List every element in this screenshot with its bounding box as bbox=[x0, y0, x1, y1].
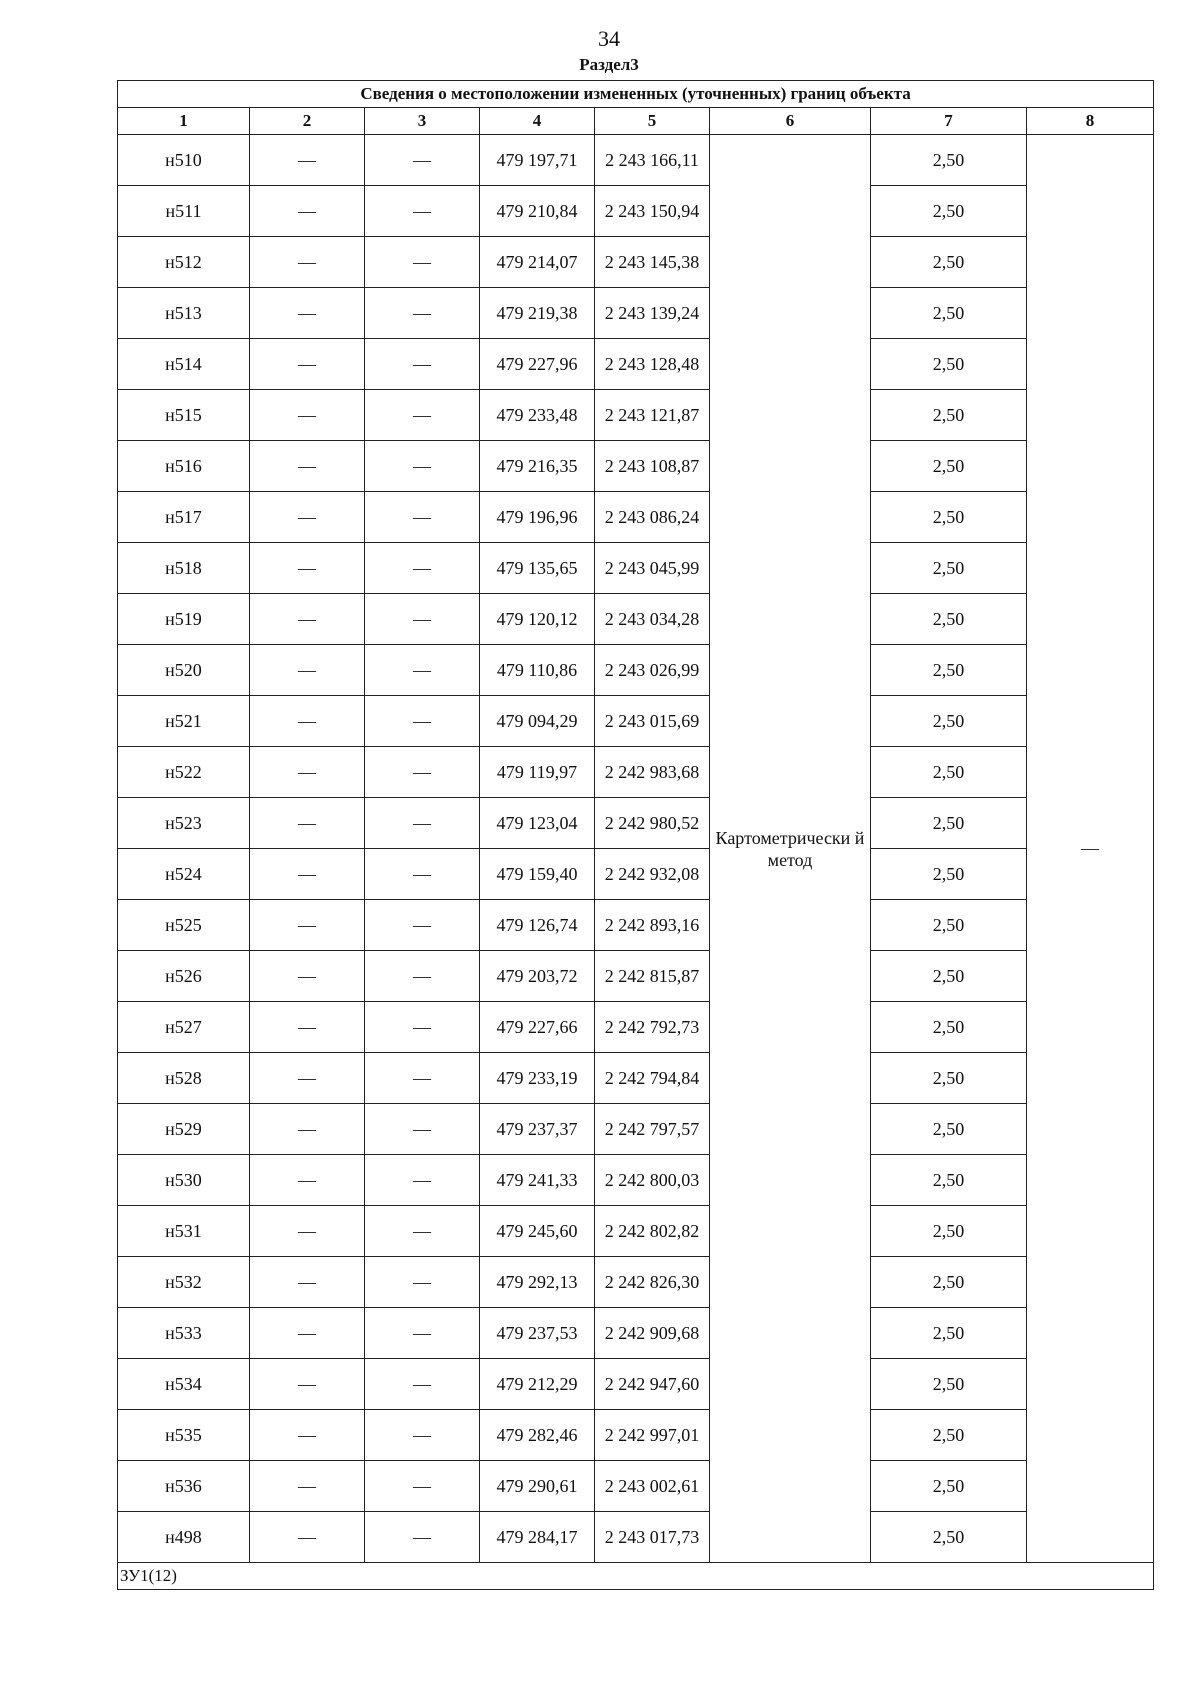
point-number: н514 bbox=[118, 339, 250, 390]
table-row bbox=[118, 1002, 1154, 1053]
accuracy-value: 2,50 bbox=[871, 288, 1027, 339]
x-coordinate: 479 216,35 bbox=[480, 441, 595, 492]
x-coordinate: 479 241,33 bbox=[480, 1155, 595, 1206]
column-3-value: — bbox=[365, 1104, 480, 1155]
table-row bbox=[118, 339, 1154, 390]
accuracy-value: 2,50 bbox=[871, 594, 1027, 645]
x-coordinate: 479 237,53 bbox=[480, 1308, 595, 1359]
accuracy-value: 2,50 bbox=[871, 1053, 1027, 1104]
y-coordinate: 2 243 045,99 bbox=[595, 543, 710, 594]
column-3-value: — bbox=[365, 543, 480, 594]
column-number: 6 bbox=[710, 108, 871, 135]
column-8-value: — bbox=[1027, 135, 1154, 1563]
table-row bbox=[118, 1461, 1154, 1512]
column-3-value: — bbox=[365, 1461, 480, 1512]
column-3-value: — bbox=[365, 1257, 480, 1308]
x-coordinate: 479 126,74 bbox=[480, 900, 595, 951]
y-coordinate: 2 242 893,16 bbox=[595, 900, 710, 951]
boundary-coordinates-table bbox=[117, 80, 1154, 1590]
column-2-value: — bbox=[250, 696, 365, 747]
table-row bbox=[118, 798, 1154, 849]
table-row bbox=[118, 900, 1154, 951]
column-2-value: — bbox=[250, 339, 365, 390]
y-coordinate: 2 243 128,48 bbox=[595, 339, 710, 390]
point-number: н525 bbox=[118, 900, 250, 951]
point-number: н533 bbox=[118, 1308, 250, 1359]
column-2-value: — bbox=[250, 951, 365, 1002]
point-number: н535 bbox=[118, 1410, 250, 1461]
column-2-value: — bbox=[250, 492, 365, 543]
point-number: н512 bbox=[118, 237, 250, 288]
column-number: 8 bbox=[1027, 108, 1154, 135]
accuracy-value: 2,50 bbox=[871, 492, 1027, 543]
column-number: 2 bbox=[250, 108, 365, 135]
column-3-value: — bbox=[365, 849, 480, 900]
table-row bbox=[118, 186, 1154, 237]
accuracy-value: 2,50 bbox=[871, 1410, 1027, 1461]
x-coordinate: 479 227,96 bbox=[480, 339, 595, 390]
point-number: н527 bbox=[118, 1002, 250, 1053]
column-3-value: — bbox=[365, 492, 480, 543]
accuracy-value: 2,50 bbox=[871, 900, 1027, 951]
y-coordinate: 2 243 086,24 bbox=[595, 492, 710, 543]
x-coordinate: 479 196,96 bbox=[480, 492, 595, 543]
column-3-value: — bbox=[365, 798, 480, 849]
column-3-value: — bbox=[365, 1359, 480, 1410]
x-coordinate: 479 237,37 bbox=[480, 1104, 595, 1155]
y-coordinate: 2 242 909,68 bbox=[595, 1308, 710, 1359]
point-number: н526 bbox=[118, 951, 250, 1002]
column-2-value: — bbox=[250, 1410, 365, 1461]
column-3-value: — bbox=[365, 1512, 480, 1563]
y-coordinate: 2 243 034,28 bbox=[595, 594, 710, 645]
accuracy-value: 2,50 bbox=[871, 441, 1027, 492]
x-coordinate: 479 203,72 bbox=[480, 951, 595, 1002]
point-number: н522 bbox=[118, 747, 250, 798]
column-2-value: — bbox=[250, 1461, 365, 1512]
x-coordinate: 479 123,04 bbox=[480, 798, 595, 849]
x-coordinate: 479 219,38 bbox=[480, 288, 595, 339]
x-coordinate: 479 110,86 bbox=[480, 645, 595, 696]
column-number-row bbox=[118, 108, 1154, 135]
table-caption: Сведения о местоположении измененных (уточненных) границ объекта bbox=[118, 81, 1154, 108]
point-number: н511 bbox=[118, 186, 250, 237]
parcel-label: ЗУ1(12) bbox=[118, 1563, 1154, 1590]
x-coordinate: 479 233,48 bbox=[480, 390, 595, 441]
column-3-value: — bbox=[365, 135, 480, 186]
y-coordinate: 2 242 797,57 bbox=[595, 1104, 710, 1155]
x-coordinate: 479 120,12 bbox=[480, 594, 595, 645]
column-3-value: — bbox=[365, 645, 480, 696]
point-number: н520 bbox=[118, 645, 250, 696]
x-coordinate: 479 290,61 bbox=[480, 1461, 595, 1512]
point-number: н536 bbox=[118, 1461, 250, 1512]
x-coordinate: 479 214,07 bbox=[480, 237, 595, 288]
column-3-value: — bbox=[365, 1206, 480, 1257]
column-number: 3 bbox=[365, 108, 480, 135]
x-coordinate: 479 245,60 bbox=[480, 1206, 595, 1257]
x-coordinate: 479 119,97 bbox=[480, 747, 595, 798]
accuracy-value: 2,50 bbox=[871, 798, 1027, 849]
column-2-value: — bbox=[250, 186, 365, 237]
table-row bbox=[118, 1053, 1154, 1104]
point-number: н510 bbox=[118, 135, 250, 186]
y-coordinate: 2 242 800,03 bbox=[595, 1155, 710, 1206]
accuracy-value: 2,50 bbox=[871, 849, 1027, 900]
point-number: н530 bbox=[118, 1155, 250, 1206]
section-title: Раздел3 bbox=[579, 55, 639, 74]
table-row bbox=[118, 1512, 1154, 1563]
table-row bbox=[118, 135, 1154, 186]
table-row bbox=[118, 1257, 1154, 1308]
column-3-value: — bbox=[365, 186, 480, 237]
accuracy-value: 2,50 bbox=[871, 186, 1027, 237]
accuracy-value: 2,50 bbox=[871, 1206, 1027, 1257]
table-row bbox=[118, 492, 1154, 543]
table-row bbox=[118, 1308, 1154, 1359]
y-coordinate: 2 242 792,73 bbox=[595, 1002, 710, 1053]
column-3-value: — bbox=[365, 594, 480, 645]
table-row bbox=[118, 1206, 1154, 1257]
column-2-value: — bbox=[250, 390, 365, 441]
column-2-value: — bbox=[250, 1104, 365, 1155]
x-coordinate: 479 282,46 bbox=[480, 1410, 595, 1461]
table-row bbox=[118, 543, 1154, 594]
page-number: 34 bbox=[598, 26, 620, 51]
column-3-value: — bbox=[365, 339, 480, 390]
column-2-value: — bbox=[250, 543, 365, 594]
column-3-value: — bbox=[365, 390, 480, 441]
table-row bbox=[118, 849, 1154, 900]
point-number: н532 bbox=[118, 1257, 250, 1308]
column-3-value: — bbox=[365, 1410, 480, 1461]
column-2-value: — bbox=[250, 645, 365, 696]
table-row bbox=[118, 747, 1154, 798]
point-number: н524 bbox=[118, 849, 250, 900]
table-row bbox=[118, 1410, 1154, 1461]
point-number: н515 bbox=[118, 390, 250, 441]
accuracy-value: 2,50 bbox=[871, 1002, 1027, 1053]
accuracy-value: 2,50 bbox=[871, 135, 1027, 186]
column-3-value: — bbox=[365, 288, 480, 339]
table-row bbox=[118, 1104, 1154, 1155]
point-number: н519 bbox=[118, 594, 250, 645]
y-coordinate: 2 243 139,24 bbox=[595, 288, 710, 339]
accuracy-value: 2,50 bbox=[871, 747, 1027, 798]
table-row bbox=[118, 237, 1154, 288]
x-coordinate: 479 227,66 bbox=[480, 1002, 595, 1053]
x-coordinate: 479 233,19 bbox=[480, 1053, 595, 1104]
y-coordinate: 2 243 145,38 bbox=[595, 237, 710, 288]
point-number: н518 bbox=[118, 543, 250, 594]
column-3-value: — bbox=[365, 1053, 480, 1104]
column-number: 1 bbox=[118, 108, 250, 135]
column-2-value: — bbox=[250, 237, 365, 288]
point-number: н531 bbox=[118, 1206, 250, 1257]
x-coordinate: 479 197,71 bbox=[480, 135, 595, 186]
y-coordinate: 2 242 932,08 bbox=[595, 849, 710, 900]
accuracy-value: 2,50 bbox=[871, 1461, 1027, 1512]
accuracy-value: 2,50 bbox=[871, 645, 1027, 696]
column-2-value: — bbox=[250, 1206, 365, 1257]
point-number: н498 bbox=[118, 1512, 250, 1563]
column-3-value: — bbox=[365, 747, 480, 798]
accuracy-value: 2,50 bbox=[871, 696, 1027, 747]
y-coordinate: 2 242 980,52 bbox=[595, 798, 710, 849]
accuracy-value: 2,50 bbox=[871, 951, 1027, 1002]
y-coordinate: 2 243 121,87 bbox=[595, 390, 710, 441]
table-row bbox=[118, 951, 1154, 1002]
table-row bbox=[118, 645, 1154, 696]
accuracy-value: 2,50 bbox=[871, 1359, 1027, 1410]
x-coordinate: 479 135,65 bbox=[480, 543, 595, 594]
column-2-value: — bbox=[250, 849, 365, 900]
column-2-value: — bbox=[250, 1308, 365, 1359]
column-2-value: — bbox=[250, 594, 365, 645]
table-caption-row bbox=[118, 81, 1154, 108]
column-3-value: — bbox=[365, 1155, 480, 1206]
column-3-value: — bbox=[365, 951, 480, 1002]
y-coordinate: 2 242 815,87 bbox=[595, 951, 710, 1002]
accuracy-value: 2,50 bbox=[871, 543, 1027, 594]
accuracy-value: 2,50 bbox=[871, 339, 1027, 390]
x-coordinate: 479 159,40 bbox=[480, 849, 595, 900]
point-number: н529 bbox=[118, 1104, 250, 1155]
y-coordinate: 2 243 150,94 bbox=[595, 186, 710, 237]
column-3-value: — bbox=[365, 900, 480, 951]
accuracy-value: 2,50 bbox=[871, 1257, 1027, 1308]
column-2-value: — bbox=[250, 900, 365, 951]
y-coordinate: 2 243 026,99 bbox=[595, 645, 710, 696]
column-2-value: — bbox=[250, 1512, 365, 1563]
column-number: 5 bbox=[595, 108, 710, 135]
column-2-value: — bbox=[250, 798, 365, 849]
accuracy-value: 2,50 bbox=[871, 1512, 1027, 1563]
point-number: н517 bbox=[118, 492, 250, 543]
y-coordinate: 2 243 015,69 bbox=[595, 696, 710, 747]
point-number: н523 bbox=[118, 798, 250, 849]
x-coordinate: 479 284,17 bbox=[480, 1512, 595, 1563]
table-row bbox=[118, 390, 1154, 441]
x-coordinate: 479 210,84 bbox=[480, 186, 595, 237]
y-coordinate: 2 242 802,82 bbox=[595, 1206, 710, 1257]
x-coordinate: 479 212,29 bbox=[480, 1359, 595, 1410]
table-row bbox=[118, 594, 1154, 645]
column-3-value: — bbox=[365, 237, 480, 288]
y-coordinate: 2 243 002,61 bbox=[595, 1461, 710, 1512]
y-coordinate: 2 242 983,68 bbox=[595, 747, 710, 798]
y-coordinate: 2 242 947,60 bbox=[595, 1359, 710, 1410]
column-2-value: — bbox=[250, 135, 365, 186]
column-3-value: — bbox=[365, 1002, 480, 1053]
accuracy-value: 2,50 bbox=[871, 237, 1027, 288]
column-number: 4 bbox=[480, 108, 595, 135]
point-number: н528 bbox=[118, 1053, 250, 1104]
method-cell: Картометрически й метод bbox=[710, 135, 871, 1563]
y-coordinate: 2 242 794,84 bbox=[595, 1053, 710, 1104]
y-coordinate: 2 243 166,11 bbox=[595, 135, 710, 186]
table-row bbox=[118, 1155, 1154, 1206]
x-coordinate: 479 292,13 bbox=[480, 1257, 595, 1308]
accuracy-value: 2,50 bbox=[871, 1155, 1027, 1206]
y-coordinate: 2 243 017,73 bbox=[595, 1512, 710, 1563]
y-coordinate: 2 242 826,30 bbox=[595, 1257, 710, 1308]
column-2-value: — bbox=[250, 441, 365, 492]
y-coordinate: 2 242 997,01 bbox=[595, 1410, 710, 1461]
column-2-value: — bbox=[250, 1257, 365, 1308]
column-2-value: — bbox=[250, 1359, 365, 1410]
column-2-value: — bbox=[250, 1155, 365, 1206]
point-number: н513 bbox=[118, 288, 250, 339]
table-row bbox=[118, 441, 1154, 492]
column-3-value: — bbox=[365, 441, 480, 492]
column-number: 7 bbox=[871, 108, 1027, 135]
x-coordinate: 479 094,29 bbox=[480, 696, 595, 747]
column-3-value: — bbox=[365, 696, 480, 747]
table-row bbox=[118, 696, 1154, 747]
y-coordinate: 2 243 108,87 bbox=[595, 441, 710, 492]
table-row bbox=[118, 1359, 1154, 1410]
table-footer-row bbox=[118, 1563, 1154, 1590]
column-2-value: — bbox=[250, 288, 365, 339]
column-2-value: — bbox=[250, 1053, 365, 1104]
accuracy-value: 2,50 bbox=[871, 1104, 1027, 1155]
column-3-value: — bbox=[365, 1308, 480, 1359]
table-row bbox=[118, 288, 1154, 339]
accuracy-value: 2,50 bbox=[871, 390, 1027, 441]
point-number: н521 bbox=[118, 696, 250, 747]
point-number: н516 bbox=[118, 441, 250, 492]
column-2-value: — bbox=[250, 1002, 365, 1053]
accuracy-value: 2,50 bbox=[871, 1308, 1027, 1359]
column-2-value: — bbox=[250, 747, 365, 798]
point-number: н534 bbox=[118, 1359, 250, 1410]
